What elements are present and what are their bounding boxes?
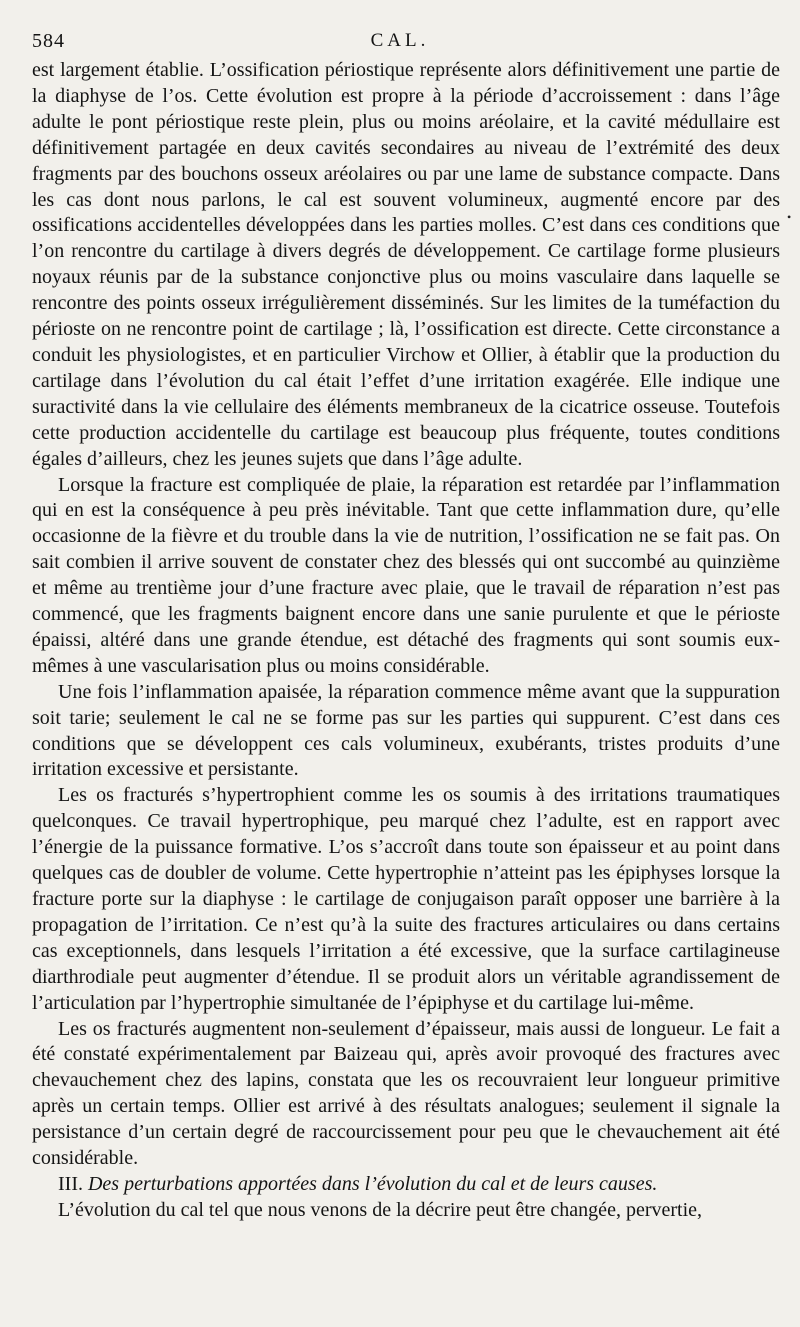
body-text [32,58,780,1224]
section-title: Des perturbations apportées dans l’évolution du cal et de leurs causes. [87,1172,658,1195]
paragraph-inflammation: Une fois l’inflammation apaisée, la réparation commence même avant que la suppuration soit tarie; seulement le cal ne se forme pas sur les parties qui suppurent. C’est dans ces conditions que se développent ces cals volumineux, exubérants, tristes produits d’une irritation excessive et persistante. [32,680,780,781]
section-numeral: III. [58,1172,83,1195]
page-header [32,30,768,56]
page-number: 584 [32,30,65,52]
paragraph-length-increase: Les os fracturés augmentent non-seulement d’épaisseur, mais aussi de longueur. Le fait a été constaté expérimentalement par Baizeau qui, après avoir provoqué des fractures avec chevauchement chez des lapins, constata que les os recouvraient leur longueur primitive après un certain temps. Ollier est arrivé à des résultats analogues; seulement il signale la persistance d’un certain degré de raccourcissement pour peu que le chevauchement ait été considérable. [32,1017,780,1170]
section-heading [32,1172,780,1198]
margin-mark: • [787,210,792,224]
paragraph-continuation: est largement établie. L’ossification périostique représente alors définitivement une partie de la diaphyse de l’os. Cette évolution est propre à la période d’accroissement : dans l’âge adulte le pont périostique reste plein, plus ou moins aréolaire, et la cavité médullaire est définitivement partagée en deux cavités secondaires au niveau de l’extrémité des deux fragments par des bouchons osseux aréolaires ou par une lame de substance compacte. Dans les cas dont nous parlons, le cal est souvent volumineux, augmenté encore par des ossifications accidentelles développées dans les parties molles. C’est dans ces conditions que l’on rencontre du cartilage à divers degrés de développement. Ce cartilage forme plusieurs noyaux réunis par de la substance conjonctive plus ou moins vasculaire dans laquelle se rencontre des points osseux irrégulièrement disséminés. Sur les limites de la tuméfaction du périoste on ne rencontre point de cartilage ; là, l’ossification est directe. Cette circonstance a conduit les physiologistes, et en particulier Virchow et Ollier, à établir que la production du cartilage dans l’évolution du cal était l’effet d’une irritation exagérée. Elle indique une suractivité dans la vie cellulaire des éléments membraneux de la cicatrice osseuse. Toutefois cette production accidentelle du cartilage est beaucoup plus fréquente, toutes conditions égales d’ailleurs, chez les jeunes sujets que dans l’âge adulte. [32,59,780,470]
paragraph-fracture-with-wound: Lorsque la fracture est compliquée de plaie, la réparation est retardée par l’inflammation qui en est la conséquence à peu près inévitable. Tant que cette inflammation dure, qu’elle occasionne de la fièvre et du trouble dans la vie de nutrition, l’ossification ne se fait pas. On sait combien il arrive souvent de constater chez des blessés qui ont succombé au quinzième et même au trentième jour d’une fracture avec plaie, que le travail de réparation n’est pas commencé, que les fragments baignent encore dans une sanie purulente et que le périoste épaissi, altéré dans une grande étendue, est détaché des fragments qui sont soumis eux-mêmes à une vascularisation plus ou moins considérable. [32,473,780,677]
running-title: CAL. [370,30,430,51]
paragraph-hypertrophy: Les os fracturés s’hypertrophient comme les os soumis à des irritations traumatiques quelconques. Ce travail hypertrophique, peu marqué chez l’adulte, est en rapport avec l’énergie de la puissance formative. L’os s’accroît dans toute son épaisseur et au point dans quelques cas de doubler de volume. Cette hypertrophie n’atteint pas les épiphyses lorsque la fracture porte sur la diaphyse : le cartilage de conjugaison paraît opposer une barrière à la propagation de l’irritation. Ce n’est qu’à la suite des fractures articulaires ou dans certains cas exceptionnels, dans lesquels l’irritation a été excessive, que la surface cartilagineuse diarthrodiale peut augmenter d’étendue. Il se produit alors un véritable agrandissement de l’articulation par l’hypertrophie simultanée de l’épiphyse et du cartilage lui-même. [32,784,780,1014]
paragraph-last: L’évolution du cal tel que nous venons de la décrire peut être changée, pervertie, [58,1198,703,1221]
